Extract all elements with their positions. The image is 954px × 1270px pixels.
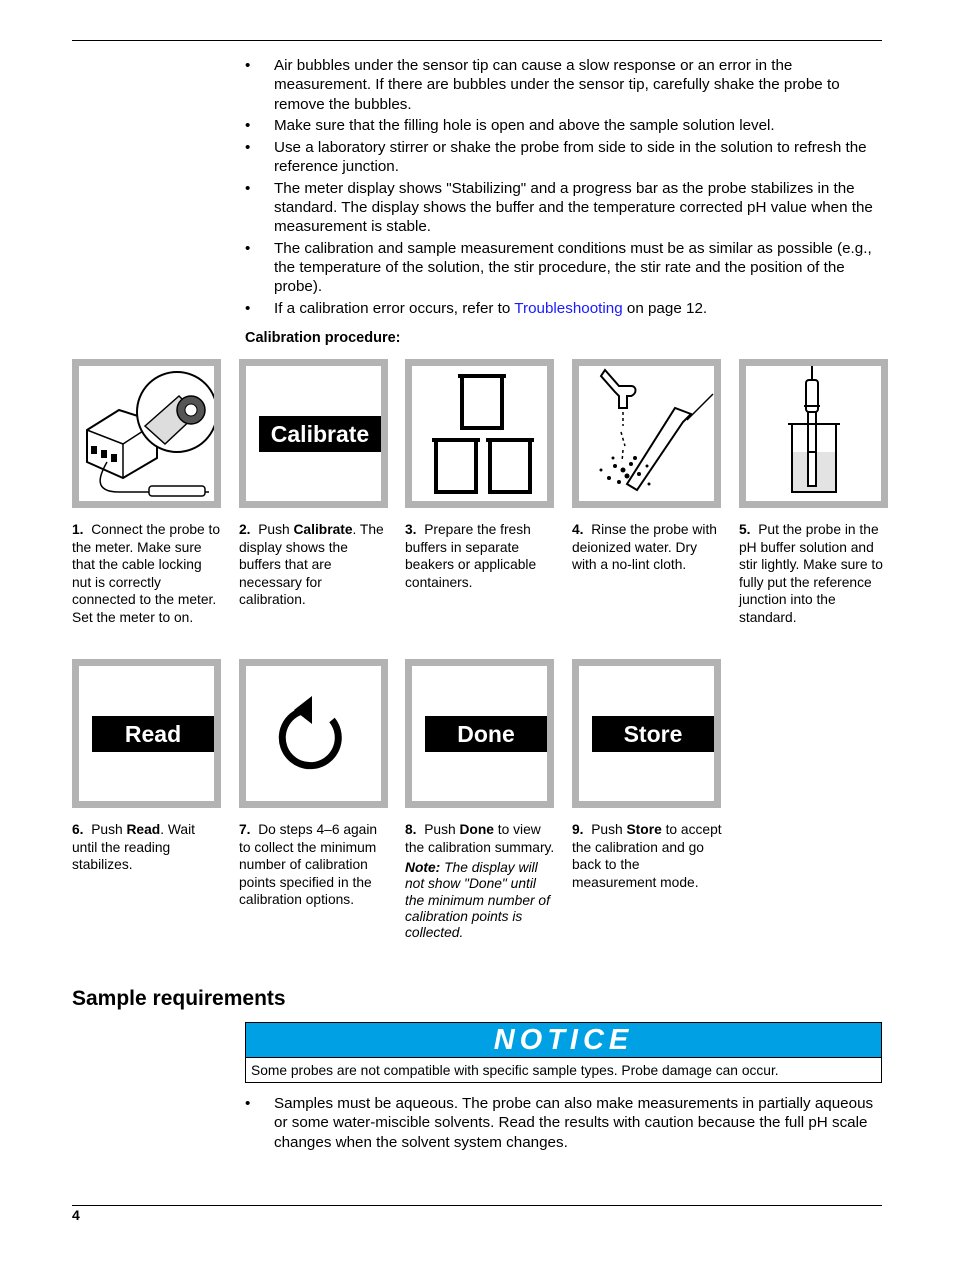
- step-9-caption: 9. Push Store to accept the calibration and go back to the measurement mode.: [572, 822, 722, 890]
- list-item: • The calibration and sample measurement conditions must be as similar as possible (e.g., the temperature of the solution, the stir procedure, the stir rate and the position of the probe).: [245, 239, 872, 296]
- step-8-note: Note: The display will not show "Done" until the minimum number of calibration points is collected.: [405, 860, 550, 940]
- page-number: 4: [72, 1207, 80, 1223]
- rinse-probe-icon: [579, 366, 714, 501]
- step-2-caption: 2. Push Calibrate. The display shows the buffers that are necessary for calibration.: [239, 522, 384, 608]
- list-item: • Samples must be aqueous. The probe can also make measurements in partially aqueous or some water-miscible solvents. Read the results with caution because the full pH scale changes when the solvent system changes.: [245, 1095, 874, 1151]
- read-button: Read: [92, 716, 214, 752]
- list-item: • Air bubbles under the sensor tip can cause a slow response or an error in the measurement. If there are bubbles under the sensor tip, carefully shake the probe to remove the bubbles.: [245, 57, 840, 113]
- step-4-caption: 4. Rinse the probe with deionized water. Dry with a no-lint cloth.: [572, 522, 717, 573]
- done-button: Done: [425, 716, 547, 752]
- header-rule: [72, 40, 882, 41]
- store-button: Store: [592, 716, 714, 752]
- probe-in-beaker-icon: [746, 366, 881, 501]
- step-2-illustration: [239, 359, 388, 508]
- step-1-caption: 1. Connect the probe to the meter. Make sure that the cable locking nut is correctly connected to the meter. Set the meter to on.: [72, 522, 221, 625]
- step-1-illustration: [72, 359, 221, 508]
- step-5-illustration: [739, 359, 888, 508]
- step-7-illustration: [239, 659, 388, 808]
- step-3-illustration: [405, 359, 554, 508]
- section-title: Sample requirements: [72, 987, 286, 1010]
- list-item: • Make sure that the filling hole is open and above the sample solution level.: [245, 117, 775, 135]
- step-3-caption: 3. Prepare the fresh buffers in separate beakers or applicable containers.: [405, 522, 537, 590]
- calibration-heading: Calibration procedure:: [245, 330, 401, 346]
- notice-title: NOTICE: [246, 1023, 881, 1058]
- repeat-icon: [246, 666, 381, 801]
- bullet-list-bottom: [245, 1094, 885, 1154]
- step-5-caption: 5. Put the probe in the pH buffer solution and stir lightly. Make sure to fully put the reference junction into the standard.: [739, 522, 883, 625]
- footer-rule: [72, 1205, 882, 1206]
- list-item: • The meter display shows "Stabilizing" and a progress bar as the probe stabilizes in the standard. The display shows the buffer and the temperature corrected pH value when the measurement is stable.: [245, 179, 873, 236]
- list-item: • Use a laboratory stirrer or shake the probe from side to side in the solution to refresh the reference junction.: [245, 138, 867, 176]
- step-7-caption: 7. Do steps 4–6 again to collect the minimum number of calibration points specified in the calibration options.: [239, 822, 378, 908]
- bullet-list-top: [245, 56, 885, 321]
- step-6-illustration: [72, 659, 221, 808]
- beakers-icon: [412, 366, 547, 501]
- step-8-illustration: [405, 659, 554, 808]
- calibrate-button: Calibrate: [259, 416, 381, 452]
- step-9-illustration: [572, 659, 721, 808]
- step-4-illustration: [572, 359, 721, 508]
- notice-box: [245, 1022, 882, 1083]
- meter-probe-icon: [79, 366, 214, 501]
- notice-text: Some probes are not compatible with specific sample types. Probe damage can occur.: [251, 1063, 779, 1078]
- list-item: • If a calibration error occurs, refer to Troubleshooting on page 12.: [245, 300, 708, 318]
- troubleshooting-link[interactable]: Troubleshooting: [514, 300, 623, 318]
- step-6-caption: 6. Push Read. Wait until the reading stabilizes.: [72, 822, 195, 873]
- step-8-caption: 8. Push Done to view the calibration summary. Note: The display will not show "Done" until the minimum number of calibration points is collected.: [405, 822, 555, 940]
